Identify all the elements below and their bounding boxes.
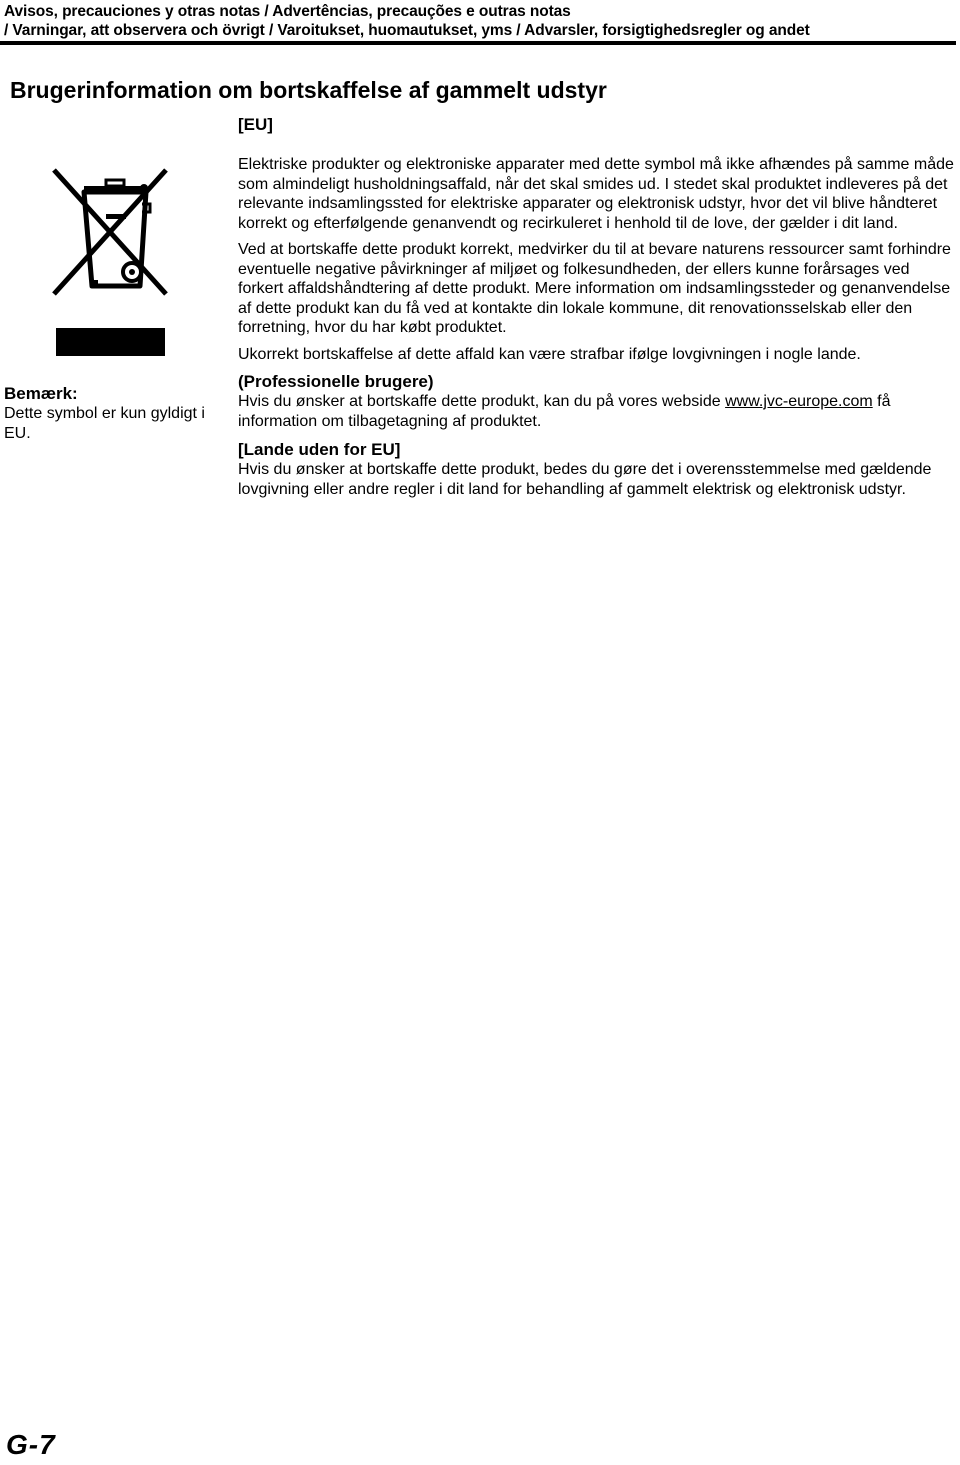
section-title: Brugerinformation om bortskaffelse af gammelt udstyr <box>10 77 607 103</box>
professional-text-after-link: få information om tilbagetagning af produktet. <box>238 393 891 430</box>
note-box <box>4 384 230 444</box>
header-line-2: / Varningar, att observera och övrigt / Varoitukset, huomautukset, yms / Advarsler, forsigtighedsregler og andet <box>4 22 810 39</box>
eu-paragraph-1: Elektriske produkter og elektroniske apparater med dette symbol må ikke afhændes på samme måde som almindeligt husholdningsaffald, når det skal smides ud. I stedet skal produktet indleveres på det relevante indsamlingssted for elektriske apparater og elektronisk udstyr, hvor det vil blive håndteret korrekt og efterfølgende genanvendt og recirkuleret i henhold til de love, der gælder i dit land. <box>238 156 954 232</box>
page-header <box>4 2 956 40</box>
header-divider <box>0 41 956 45</box>
professional-heading: (Professionelle brugere) <box>238 372 434 391</box>
eu-paragraph-3: Ukorrekt bortskaffelse af dette affald kan være strafbar ifølge lovgivningen i nogle lande. <box>238 345 861 363</box>
page-number: G-7 <box>6 1429 56 1460</box>
note-text: Dette symbol er kun gyldigt i EU. <box>4 405 205 442</box>
weee-symbol-figure <box>46 162 174 362</box>
non-eu-paragraph: Hvis du ønsker at bortskaffe dette produkt, bedes du gøre det i overensstemmelse med gældende lovgivning eller andre regler i dit land for behandling af gammelt elektrisk og elektronisk udstyr. <box>238 461 932 498</box>
professional-text-before-link: Hvis du ønsker at bortskaffe dette produkt, kan du på vores webside <box>238 393 721 410</box>
header-line-1: Avisos, precauciones y otras notas / Advertências, precauções e outras notas <box>4 3 571 20</box>
eu-paragraph-2: Ved at bortskaffe dette produkt korrekt, medvirker du til at bevare naturens ressourcer samt forhindre eventuelle negative påvirkninger af miljøet og folkesundheden, der ellers kunne forårsages ved forkert affaldshåndtering af dette produkt. Mere information om indsamlingssteder og genanvendelse af dette produkt kan du få ved at kontakte din lokale kommune, dit renovationsselskab eller den forretning, hvor du har købt produktet. <box>238 241 951 336</box>
main-content <box>238 114 956 506</box>
eu-heading: [EU] <box>238 115 273 134</box>
non-eu-heading: [Lande uden for EU] <box>238 440 401 459</box>
crossed-out-wheeled-bin-icon <box>46 162 174 362</box>
note-title: Bemærk: <box>4 384 78 403</box>
website-link[interactable]: www.jvc-europe.com <box>725 393 873 410</box>
professional-paragraph <box>238 392 956 431</box>
